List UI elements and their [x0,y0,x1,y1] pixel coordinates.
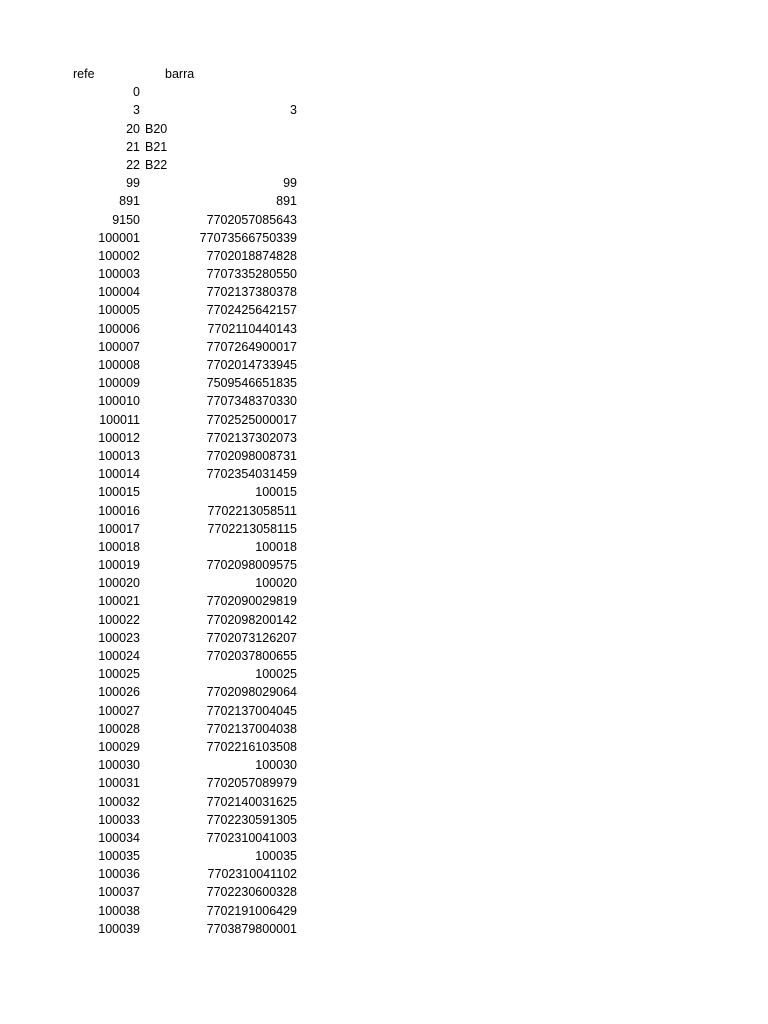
cell-refe: 100024 [98,649,140,663]
table-row [0,647,768,665]
table-row [0,192,768,210]
cell-barra: 77073566750339 [199,230,297,245]
cell-barra: 7509546651835 [206,376,297,391]
cell-refe: 100034 [98,830,140,845]
cell-refe: 100014 [98,467,140,482]
cell-refe: 100003 [98,267,140,282]
cell-refe: 99 [126,176,140,191]
table-row [0,265,768,283]
cell-barra: 100030 [255,758,297,773]
table-row [0,483,768,501]
cell-refe: 100006 [98,321,140,336]
cell-refe: 100022 [98,612,140,627]
table-body [0,83,768,938]
table-row [0,629,768,647]
table-row [0,683,768,701]
spreadsheet-table [0,65,768,938]
cell-barra: 100015 [255,485,297,500]
cell-barra: 7702073126207 [206,630,297,645]
cell-refe: 100002 [98,248,140,263]
cell-barra: 7702213058115 [207,521,297,536]
table-row [0,138,768,156]
table-row [0,320,768,338]
table-row [0,229,768,247]
cell-refe: 100001 [98,230,140,245]
cell-refe: 100010 [98,394,140,409]
cell-refe: 100036 [98,867,140,882]
cell-refe: 100009 [98,376,140,391]
cell-refe: 100017 [98,521,140,536]
cell-refe: 20 [126,121,140,136]
cell-refe: 100033 [98,812,140,827]
cell-refe: 891 [119,194,140,209]
cell-refe: 100018 [98,539,140,554]
cell-barra: 7702230591305 [206,812,297,827]
table-row [0,847,768,865]
cell-barra: 100025 [255,667,297,682]
table-row [0,738,768,756]
cell-refe: 3 [133,103,140,118]
table-row [0,174,768,192]
cell-barra: 7702354031459 [206,467,297,482]
cell-barra: B22 [145,157,168,172]
cell-barra: 7702525000017 [206,412,297,427]
cell-refe: 100030 [98,758,140,773]
cell-barra: 100018 [255,539,297,554]
cell-refe: 100021 [98,594,140,609]
cell-barra: 7702137004038 [206,721,297,736]
cell-barra: B21 [145,139,168,154]
cell-barra: 3 [290,103,297,118]
cell-refe: 100011 [99,412,140,427]
cell-barra: 7702098008731 [206,448,297,463]
table-row [0,829,768,847]
table-row [0,465,768,483]
cell-refe: 100032 [98,794,140,809]
table-row [0,720,768,738]
cell-barra: 7707335280550 [206,267,297,282]
table-row [0,356,768,374]
table-row [0,538,768,556]
cell-barra: 7702090029819 [206,594,297,609]
cell-barra: 7702110440143 [207,321,297,336]
cell-barra: 7702191006429 [206,903,297,918]
column-header-barra: barra [165,67,195,81]
cell-refe: 100008 [98,358,140,372]
table-row [0,774,768,792]
cell-barra: 7702137302073 [206,430,297,445]
cell-refe: 21 [126,139,140,154]
table-row [0,211,768,229]
cell-barra: 7702014733945 [206,358,297,372]
table-row [0,411,768,429]
cell-refe: 100028 [98,721,140,736]
table-row [0,865,768,883]
table-row [0,301,768,319]
cell-refe: 100007 [98,339,140,354]
table-row [0,156,768,174]
cell-barra: 7703879800001 [206,921,297,936]
cell-barra: 7702213058511 [207,503,297,518]
table-row [0,556,768,574]
column-header-refe: refe [73,67,95,81]
table-row [0,101,768,119]
cell-refe: 0 [133,85,140,100]
table-row [0,920,768,938]
cell-refe: 100016 [98,503,140,518]
cell-refe: 9150 [112,212,140,227]
cell-barra: 7707348370330 [206,394,297,409]
table-row [0,883,768,901]
table-row [0,392,768,410]
table-row [0,247,768,265]
table-row [0,811,768,829]
table-row [0,447,768,465]
cell-refe: 100025 [98,667,140,682]
table-row [0,665,768,683]
cell-barra: 7702425642157 [206,303,297,318]
table-row [0,574,768,592]
cell-refe: 100012 [98,430,140,445]
cell-barra: 7702230600328 [206,885,297,900]
cell-refe: 100031 [98,776,140,791]
cell-barra: 100020 [255,576,297,591]
cell-barra: 7702310041003 [206,830,297,845]
table-row [0,793,768,811]
cell-refe: 100019 [98,558,140,573]
cell-refe: 100039 [98,921,140,936]
cell-refe: 100035 [98,849,140,864]
cell-refe: 100037 [98,885,140,900]
table-row [0,902,768,920]
cell-refe: 22 [126,157,140,172]
cell-barra: 7702057089979 [206,776,297,791]
table-row [0,429,768,447]
cell-barra: 7702137004045 [206,703,297,718]
table-row [0,83,768,101]
table-row [0,338,768,356]
cell-barra: 7702037800655 [206,649,297,663]
header-row [0,65,768,83]
table-row [0,702,768,720]
table-row [0,374,768,392]
table-row [0,520,768,538]
cell-barra: B20 [145,121,168,136]
cell-barra: 891 [276,194,297,209]
table-row [0,283,768,301]
cell-barra: 100035 [255,849,297,864]
cell-barra: 7702137380378 [206,285,297,300]
cell-barra: 7702310041102 [207,867,297,882]
cell-barra: 7702098029064 [206,685,297,700]
cell-refe: 100013 [98,448,140,463]
cell-refe: 100004 [98,285,140,300]
cell-barra: 7702216103508 [206,739,297,754]
table-row [0,502,768,520]
table-row [0,611,768,629]
cell-refe: 100005 [98,303,140,318]
cell-barra: 99 [283,176,297,191]
cell-refe: 100020 [98,576,140,591]
cell-barra: 7702098200142 [206,612,297,627]
cell-barra: 7702098009575 [206,558,297,573]
table-row [0,756,768,774]
cell-barra: 7702057085643 [206,212,297,227]
cell-barra: 7702018874828 [206,248,297,263]
cell-refe: 100027 [98,703,140,718]
cell-barra: 7707264900017 [206,339,297,354]
cell-barra: 7702140031625 [206,794,297,809]
cell-refe: 100029 [98,739,140,754]
cell-refe: 100023 [98,630,140,645]
cell-refe: 100038 [98,903,140,918]
table-row [0,592,768,610]
cell-refe: 100015 [98,485,140,500]
table-row [0,120,768,138]
cell-refe: 100026 [98,685,140,700]
